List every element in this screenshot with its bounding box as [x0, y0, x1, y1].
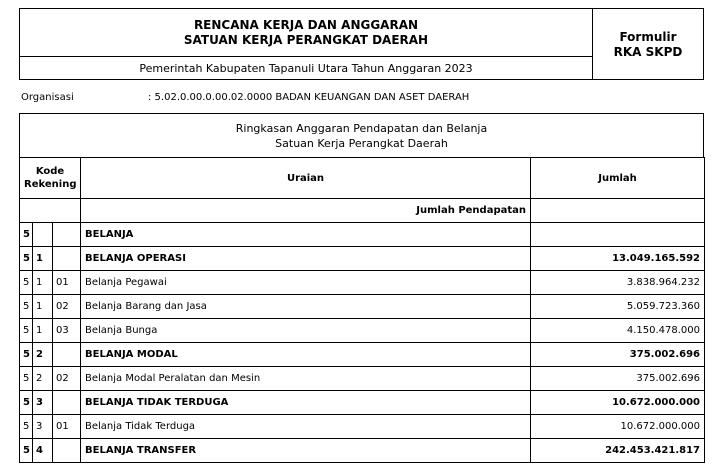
kode-3-cell: 02: [53, 295, 81, 319]
title-line-1: RENCANA KERJA DAN ANGGARAN: [193, 18, 419, 32]
table-row: [20, 271, 705, 295]
kode-1-cell: 5: [20, 319, 33, 343]
table-row: [20, 223, 705, 247]
table-row: [20, 367, 705, 391]
organization-label: Organisasi: [21, 92, 74, 103]
summary-title: [19, 113, 704, 158]
organization-line: [21, 91, 469, 105]
kode-2-cell: 4: [33, 439, 53, 463]
kode-2-cell: 3: [33, 415, 53, 439]
header-left: [20, 9, 593, 79]
kode-3-cell: 03: [53, 319, 81, 343]
kode-2-cell: 2: [33, 343, 53, 367]
pendapatan-row: [20, 199, 705, 223]
form-line-2: RKA SKPD: [613, 45, 683, 59]
table-row: [20, 319, 705, 343]
form-label: [593, 9, 703, 79]
kode-1-cell: 5: [20, 439, 33, 463]
document-subtitle: Pemerintah Kabupaten Tapanuli Utara Tahun Anggaran 2023: [139, 62, 473, 75]
kode-1-cell: 5: [20, 271, 33, 295]
kode-3-cell: [53, 439, 81, 463]
kode-2-cell: [33, 223, 53, 247]
summary-line-2: Satuan Kerja Perangkat Daerah: [275, 137, 448, 150]
jumlah-cell: 242.453.421.817: [531, 439, 705, 463]
kode-1-cell: 5: [20, 295, 33, 319]
kode-3-cell: [53, 391, 81, 415]
uraian-cell: BELANJA MODAL: [81, 343, 531, 367]
kode-1-cell: 5: [20, 223, 33, 247]
kode-2-cell: 1: [33, 319, 53, 343]
kode-2-cell: 3: [33, 391, 53, 415]
table-row: [20, 415, 705, 439]
col-header-jumlah: Jumlah: [531, 158, 705, 199]
table-header-row: [20, 158, 705, 199]
uraian-cell: Belanja Modal Peralatan dan Mesin: [81, 367, 531, 391]
pendapatan-label: Jumlah Pendapatan: [81, 199, 531, 223]
uraian-cell: Belanja Tidak Terduga: [81, 415, 531, 439]
kode-2-cell: 1: [33, 247, 53, 271]
uraian-cell: BELANJA OPERASI: [81, 247, 531, 271]
table-row: [20, 391, 705, 415]
kode-1-cell: 5: [20, 343, 33, 367]
kode-1-cell: 5: [20, 415, 33, 439]
organization-value: : 5.02.0.00.0.00.02.0000 BADAN KEUANGAN DAN ASET DAERAH: [148, 92, 470, 103]
uraian-cell: Belanja Pegawai: [81, 271, 531, 295]
uraian-cell: BELANJA TRANSFER: [81, 439, 531, 463]
jumlah-cell: 5.059.723.360: [531, 295, 705, 319]
kode-1-cell: 5: [20, 391, 33, 415]
col-header-uraian: Uraian: [81, 158, 531, 199]
kode-3-cell: 01: [53, 415, 81, 439]
jumlah-cell: 10.672.000.000: [531, 391, 705, 415]
uraian-cell: Belanja Bunga: [81, 319, 531, 343]
jumlah-cell: [531, 223, 705, 247]
jumlah-cell: 3.838.964.232: [531, 271, 705, 295]
jumlah-cell: 10.672.000.000: [531, 415, 705, 439]
kode-3-cell: 01: [53, 271, 81, 295]
col-header-kode: Kode Rekening: [20, 158, 81, 199]
kode-3-cell: [53, 343, 81, 367]
table-row: [20, 343, 705, 367]
uraian-cell: BELANJA TIDAK TERDUGA: [81, 391, 531, 415]
jumlah-cell: 375.002.696: [531, 343, 705, 367]
kode-2-cell: 1: [33, 295, 53, 319]
kode-3-cell: 02: [53, 367, 81, 391]
kode-1-cell: 5: [20, 367, 33, 391]
kode-3-cell: [53, 223, 81, 247]
uraian-cell: BELANJA: [81, 223, 531, 247]
title-line-2: SATUAN KERJA PERANGKAT DAERAH: [183, 33, 429, 47]
document-header: [19, 8, 704, 80]
uraian-cell: Belanja Barang dan Jasa: [81, 295, 531, 319]
jumlah-cell: 375.002.696: [531, 367, 705, 391]
jumlah-cell: 13.049.165.592: [531, 247, 705, 271]
form-line-1: Formulir: [619, 30, 677, 44]
summary-line-1: Ringkasan Anggaran Pendapatan dan Belanja: [235, 122, 488, 135]
kode-2-cell: 1: [33, 271, 53, 295]
document-title: [20, 9, 592, 57]
table-row: [20, 295, 705, 319]
kode-1-cell: 5: [20, 247, 33, 271]
kode-2-cell: 2: [33, 367, 53, 391]
budget-table: [19, 157, 705, 463]
table-row: [20, 439, 705, 463]
kode-3-cell: [53, 247, 81, 271]
table-row: [20, 247, 705, 271]
jumlah-cell: 4.150.478.000: [531, 319, 705, 343]
